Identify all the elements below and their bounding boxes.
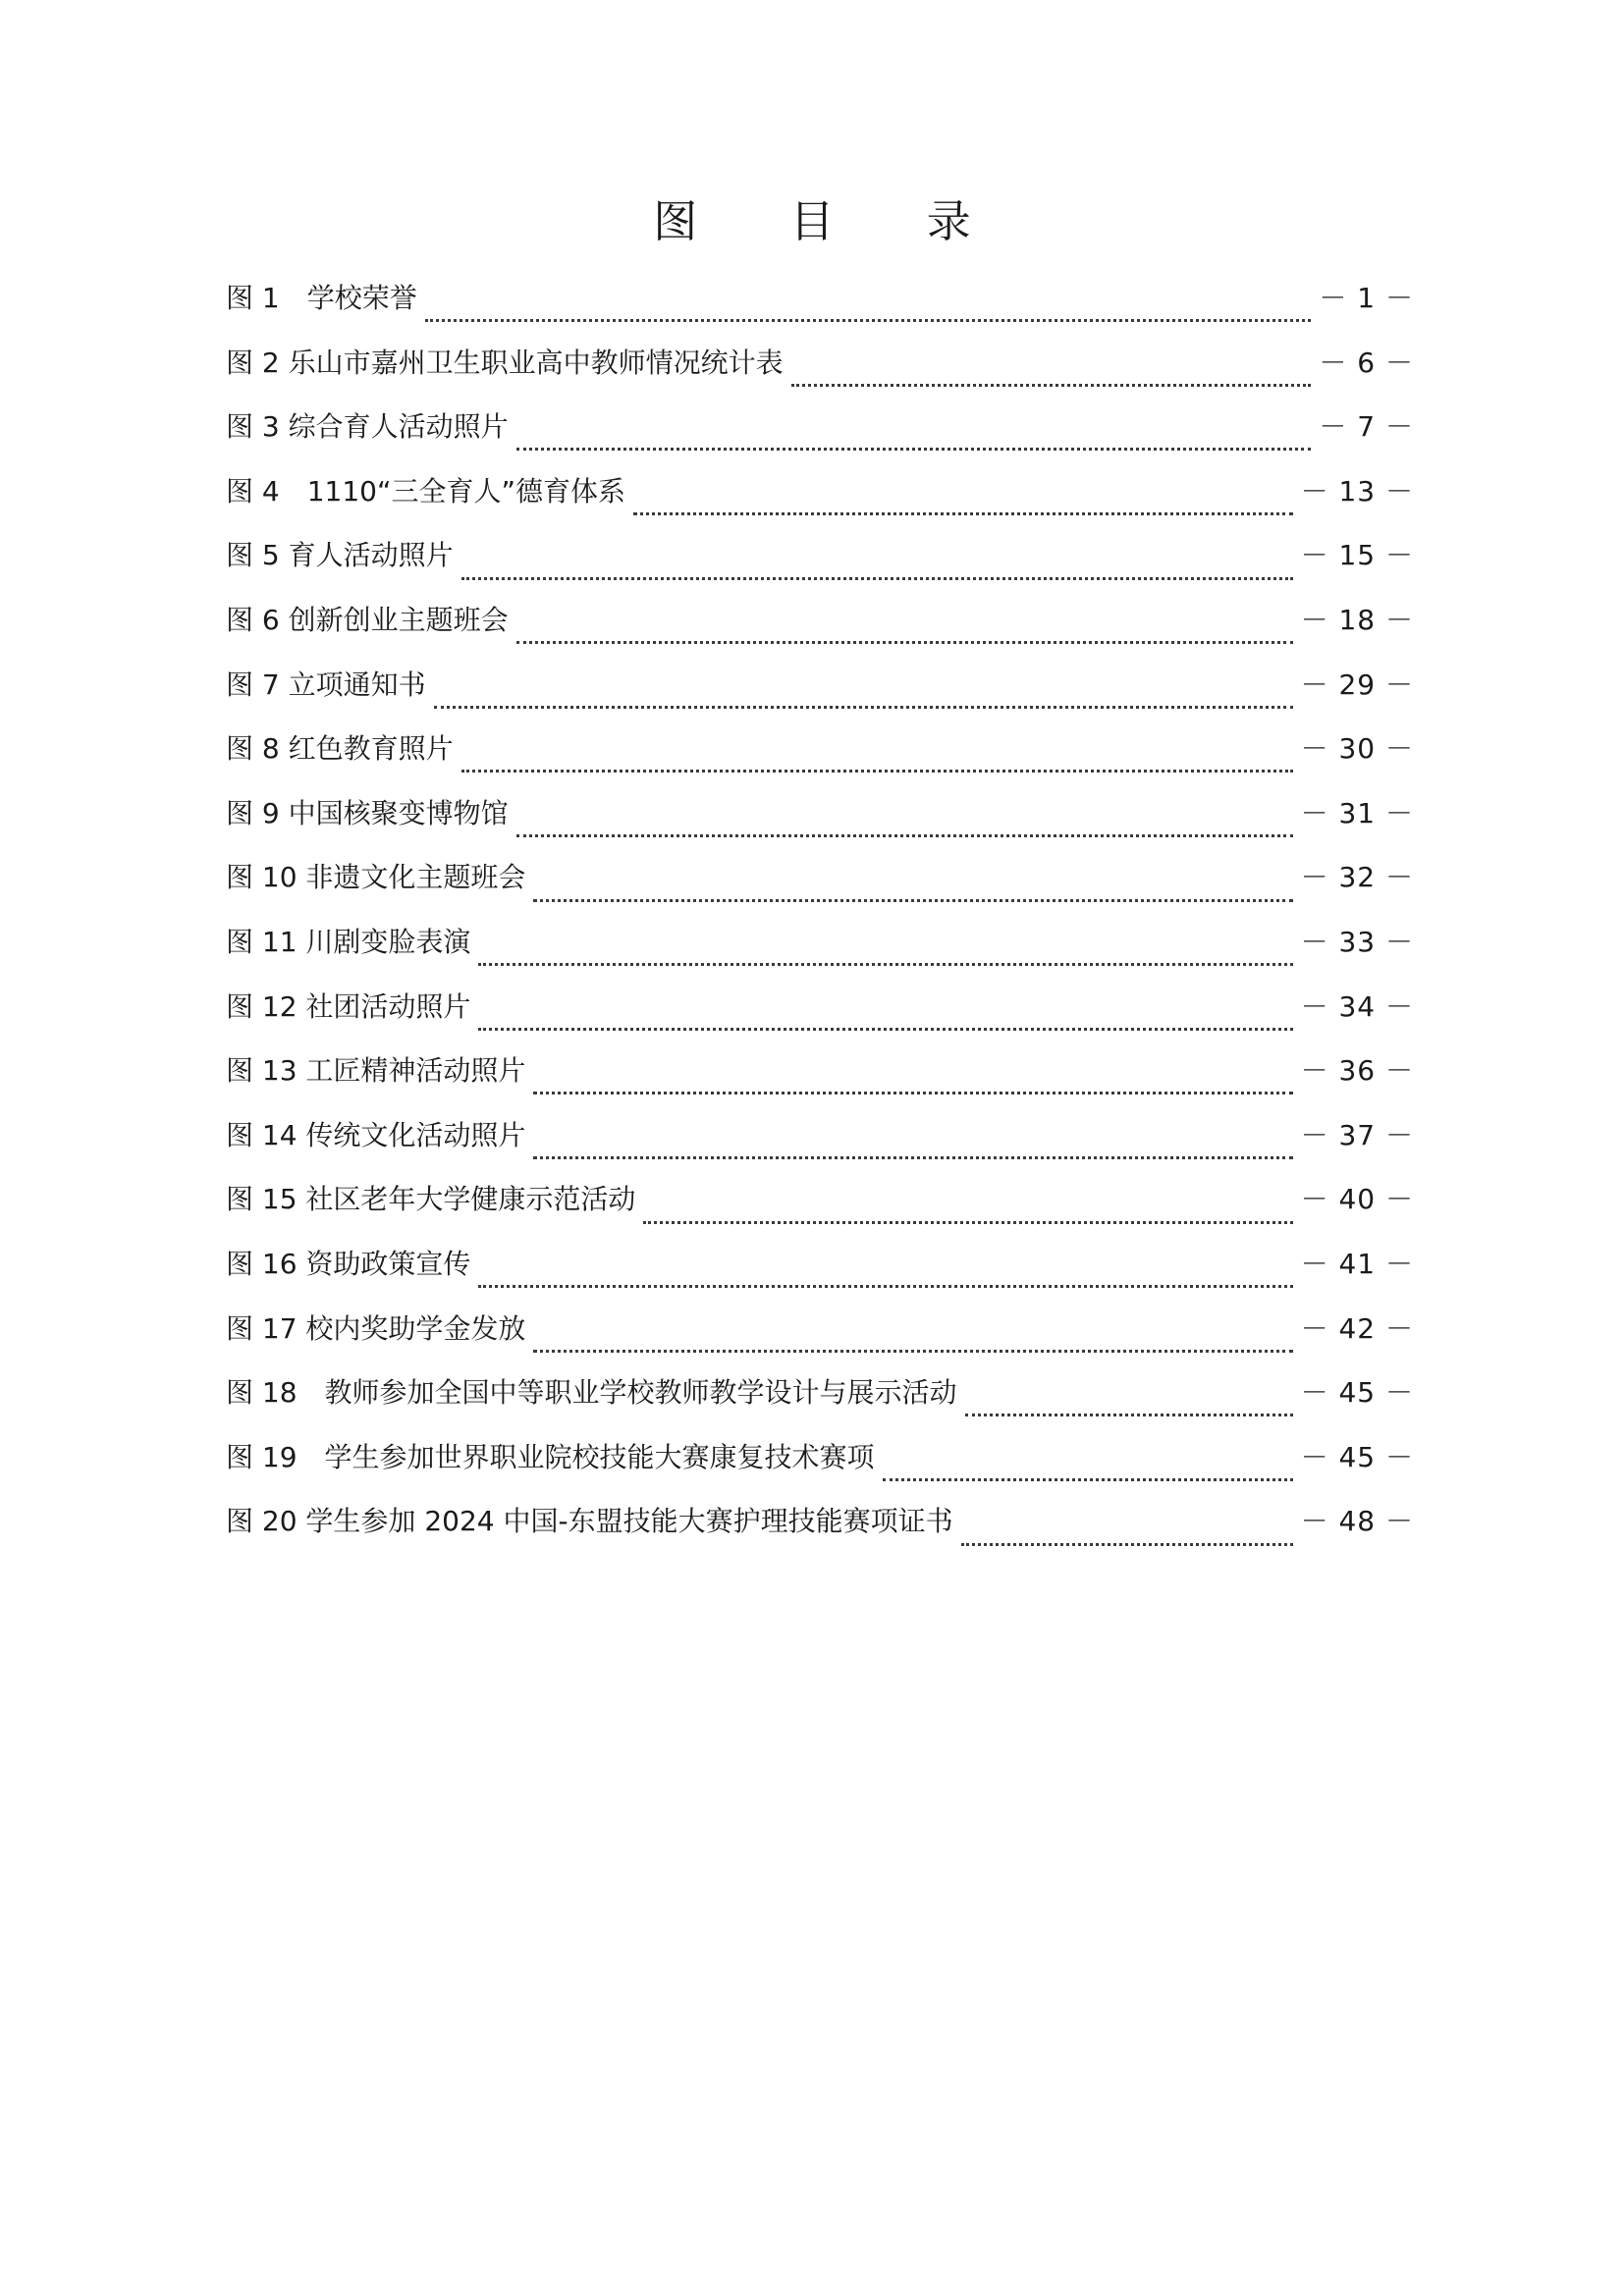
- entry-label: 图 8 红色教育照片: [226, 732, 454, 766]
- entry-label: 图 17 校内奖助学金发放: [226, 1311, 526, 1345]
- page-number: － 33 －: [1300, 925, 1414, 958]
- toc-entry[interactable]: [226, 1049, 1414, 1114]
- toc-entry[interactable]: [226, 727, 1414, 792]
- page-number: － 31 －: [1300, 796, 1414, 829]
- toc-entry[interactable]: [226, 1178, 1414, 1243]
- page-number: － 45 －: [1300, 1440, 1414, 1473]
- dot-leader: [516, 641, 1293, 644]
- page-number: － 42 －: [1300, 1311, 1414, 1345]
- dot-leader: [633, 512, 1293, 515]
- page-number: － 30 －: [1300, 732, 1414, 766]
- dot-leader: [965, 1414, 1293, 1416]
- toc-entry[interactable]: [226, 1500, 1414, 1565]
- page-number: － 40 －: [1300, 1183, 1414, 1216]
- entry-label: 图 3 综合育人活动照片: [226, 410, 509, 444]
- page-number: － 1 －: [1319, 282, 1414, 314]
- dot-leader: [461, 577, 1293, 580]
- page-number: － 7 －: [1319, 410, 1414, 444]
- entry-label: 图 7 立项通知书: [226, 667, 426, 701]
- entry-label: 图 4 1110“三全育人”德育体系: [226, 474, 625, 507]
- dot-leader: [461, 770, 1293, 773]
- page-number: － 13 －: [1300, 474, 1414, 507]
- dot-leader: [533, 1156, 1292, 1159]
- toc-entry[interactable]: [226, 921, 1414, 986]
- entry-label: 图 10 非遗文化主题班会: [226, 861, 526, 894]
- entry-label: 图 11 川剧变脸表演: [226, 925, 471, 958]
- page-number: － 15 －: [1300, 539, 1414, 572]
- toc-entry[interactable]: [226, 792, 1414, 857]
- dot-leader: [791, 384, 1312, 387]
- page-number: － 48 －: [1300, 1505, 1414, 1538]
- toc-entry[interactable]: [226, 1371, 1414, 1436]
- dot-leader: [478, 963, 1292, 966]
- dot-leader: [533, 899, 1292, 902]
- entry-label: 图 16 资助政策宣传: [226, 1247, 471, 1280]
- toc-entry[interactable]: [226, 1243, 1414, 1308]
- page-number: － 36 －: [1300, 1054, 1414, 1088]
- toc-entry[interactable]: [226, 1308, 1414, 1372]
- toc-entry[interactable]: [226, 277, 1414, 342]
- page-number: － 34 －: [1300, 989, 1414, 1023]
- dot-leader: [643, 1221, 1292, 1224]
- dot-leader: [961, 1543, 1293, 1546]
- figure-list: [226, 277, 1414, 1565]
- page-number: － 41 －: [1300, 1247, 1414, 1280]
- toc-title: 图 目 录: [653, 195, 1010, 247]
- page-number: － 6 －: [1319, 346, 1414, 379]
- toc-entry[interactable]: [226, 599, 1414, 664]
- toc-entry[interactable]: [226, 470, 1414, 535]
- toc-entry[interactable]: [226, 405, 1414, 470]
- page-number: － 18 －: [1300, 603, 1414, 636]
- entry-label: 图 19 学生参加世界职业院校技能大赛康复技术赛项: [226, 1440, 875, 1473]
- entry-label: 图 12 社团活动照片: [226, 989, 471, 1023]
- toc-entry[interactable]: [226, 856, 1414, 921]
- entry-label: 图 20 学生参加 2024 中国-东盟技能大赛护理技能赛项证书: [226, 1505, 953, 1538]
- entry-label: 图 14 传统文化活动照片: [226, 1118, 526, 1151]
- entry-label: 图 5 育人活动照片: [226, 539, 454, 572]
- entry-label: 图 6 创新创业主题班会: [226, 603, 509, 636]
- dot-leader: [425, 319, 1312, 322]
- entry-label: 图 1 学校荣誉: [226, 282, 417, 314]
- dot-leader: [883, 1478, 1293, 1481]
- page-number: － 45 －: [1300, 1376, 1414, 1410]
- page-number: － 32 －: [1300, 861, 1414, 894]
- toc-entry[interactable]: [226, 342, 1414, 406]
- dot-leader: [533, 1350, 1292, 1353]
- entry-label: 图 18 教师参加全国中等职业学校教师教学设计与展示活动: [226, 1376, 957, 1410]
- dot-leader: [478, 1285, 1292, 1288]
- page-number: － 29 －: [1300, 667, 1414, 701]
- entry-label: 图 2 乐山市嘉州卫生职业高中教师情况统计表: [226, 346, 784, 379]
- dot-leader: [478, 1028, 1292, 1031]
- dot-leader: [434, 706, 1293, 709]
- toc-entry[interactable]: [226, 1436, 1414, 1501]
- dot-leader: [516, 448, 1312, 451]
- toc-entry[interactable]: [226, 534, 1414, 599]
- dot-leader: [516, 834, 1293, 837]
- entry-label: 图 13 工匠精神活动照片: [226, 1054, 526, 1088]
- toc-entry[interactable]: [226, 1114, 1414, 1179]
- dot-leader: [533, 1092, 1292, 1095]
- page-number: － 37 －: [1300, 1118, 1414, 1151]
- entry-label: 图 9 中国核聚变博物馆: [226, 796, 509, 829]
- toc-entry[interactable]: [226, 664, 1414, 728]
- entry-label: 图 15 社区老年大学健康示范活动: [226, 1183, 636, 1216]
- toc-entry[interactable]: [226, 986, 1414, 1050]
